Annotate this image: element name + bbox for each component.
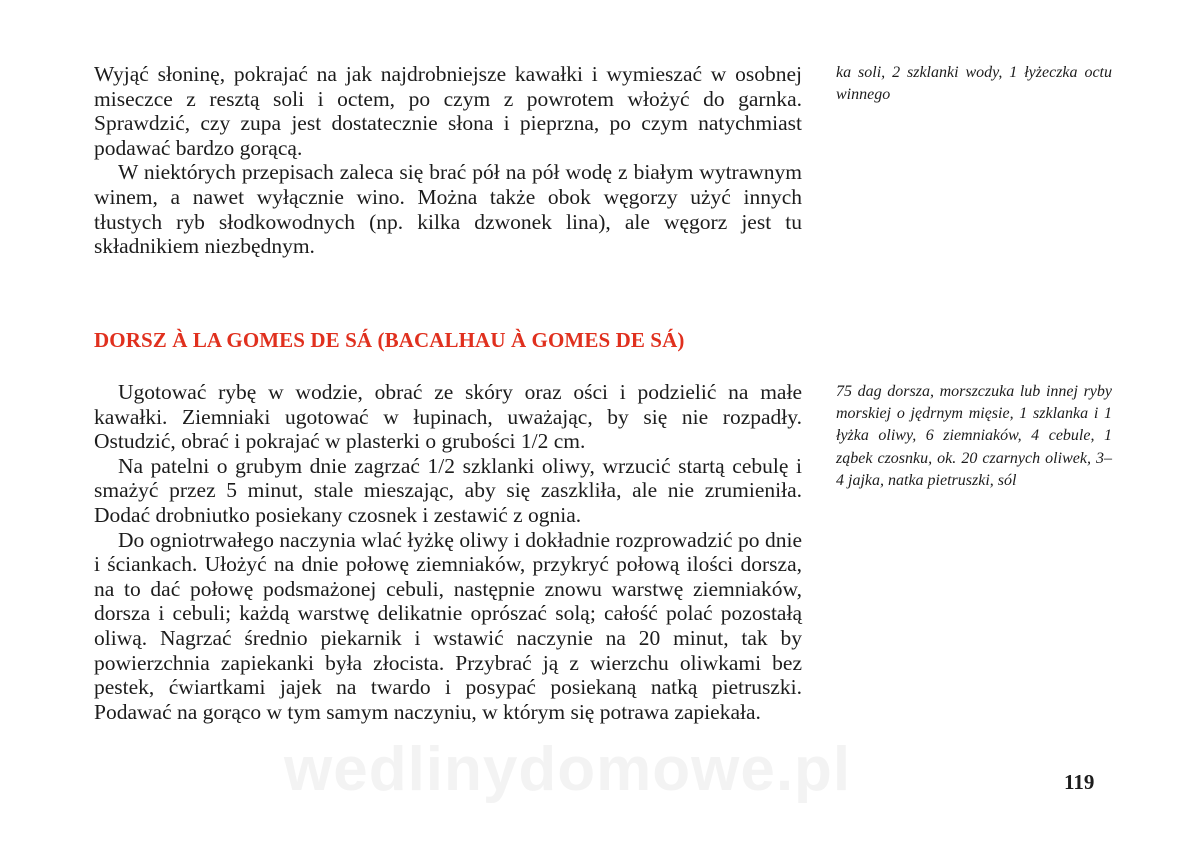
intro-paragraph: Wyjąć słoninę, pokrajać na jak najdrobniejsze kawałki i wymieszać w osobnej miseczce z resztą soli i octem, po czym z powrotem włożyć do garnka. Sprawdzić, czy zupa jest dostatecznie słona i pieprzna, po czym natychmiast podawać bardzo gorącą. xyxy=(94,62,802,160)
watermark: wedlinydomowe.pl xyxy=(284,735,852,804)
page-number: 119 xyxy=(1064,770,1095,794)
intro-text-block xyxy=(94,62,802,259)
recipe-paragraph: Do ogniotrwałego naczynia wlać łyżkę oliwy i dokładnie rozprowadzić po dnie i ściankach. Ułożyć na dnie połowę ziemniaków, przykryć połową ilości dorsza, na to dać połowę podsmażonej cebuli, następnie znowu warstwę ziemniaków, dorsza i cebuli; każdą warstwę delikatnie oprószać solą; całość polać pozostałą oliwą. Nagrzać średnio piekarnik i wstawić naczynie na 20 minut, tak by powierzchnia zapiekanki była złocista. Przybrać ją z wierzchu oliwkami bez pestek, ćwiartkami jajek na twardo i posypać posiekaną natką pietruszki. Podawać na gorąco w tym samym naczyniu, w którym się potrawa zapiekała. xyxy=(94,527,802,724)
intro-paragraph: W niektórych przepisach zaleca się brać pół na pół wodę z białym wytrawnym winem, a nawet wyłącznie wino. Można także obok węgorzy użyć innych tłustych ryb słodkowodnych (np. kilka dzwonek lina), ale węgorz jest tu składnikiem niezbędnym. xyxy=(94,160,802,259)
ingredients-side-note: 75 dag dorsza, morszczuka lub innej ryby morskiej o jędrnym mięsie, 1 szklanka i 1 łyżka oliwy, 6 ziemniaków, 4 cebule, 1 ząbek czosnku, ok. 20 czarnych oliwek, 3–4 jajka, natka pietruszki, sól xyxy=(836,383,1112,489)
intro-side-note: ka soli, 2 szklanki wody, 1 łyżeczka octu winnego xyxy=(836,64,1112,104)
recipe-paragraph: Ugotować rybę w wodzie, obrać ze skóry oraz ości i podzielić na małe kawałki. Ziemniaki ugotować w łupinach, uważając, by się nie rozpadły. Ostudzić, obrać i pokrajać w plasterki o grubości 1/2 cm. xyxy=(94,380,802,454)
recipe-paragraph: Na patelni o grubym dnie zagrzać 1/2 szklanki oliwy, wrzucić startą cebulę i smażyć przez 5 minut, stale mieszając, aby się zaszkliła, ale nie zrumieniła. Dodać drobniutko posiekany czosnek i zestawić z ognia. xyxy=(94,453,802,527)
recipe-title: DORSZ À LA GOMES DE SÁ (BACALHAU À GOMES DE SÁ) xyxy=(94,328,685,352)
recipe-instructions xyxy=(94,380,802,724)
